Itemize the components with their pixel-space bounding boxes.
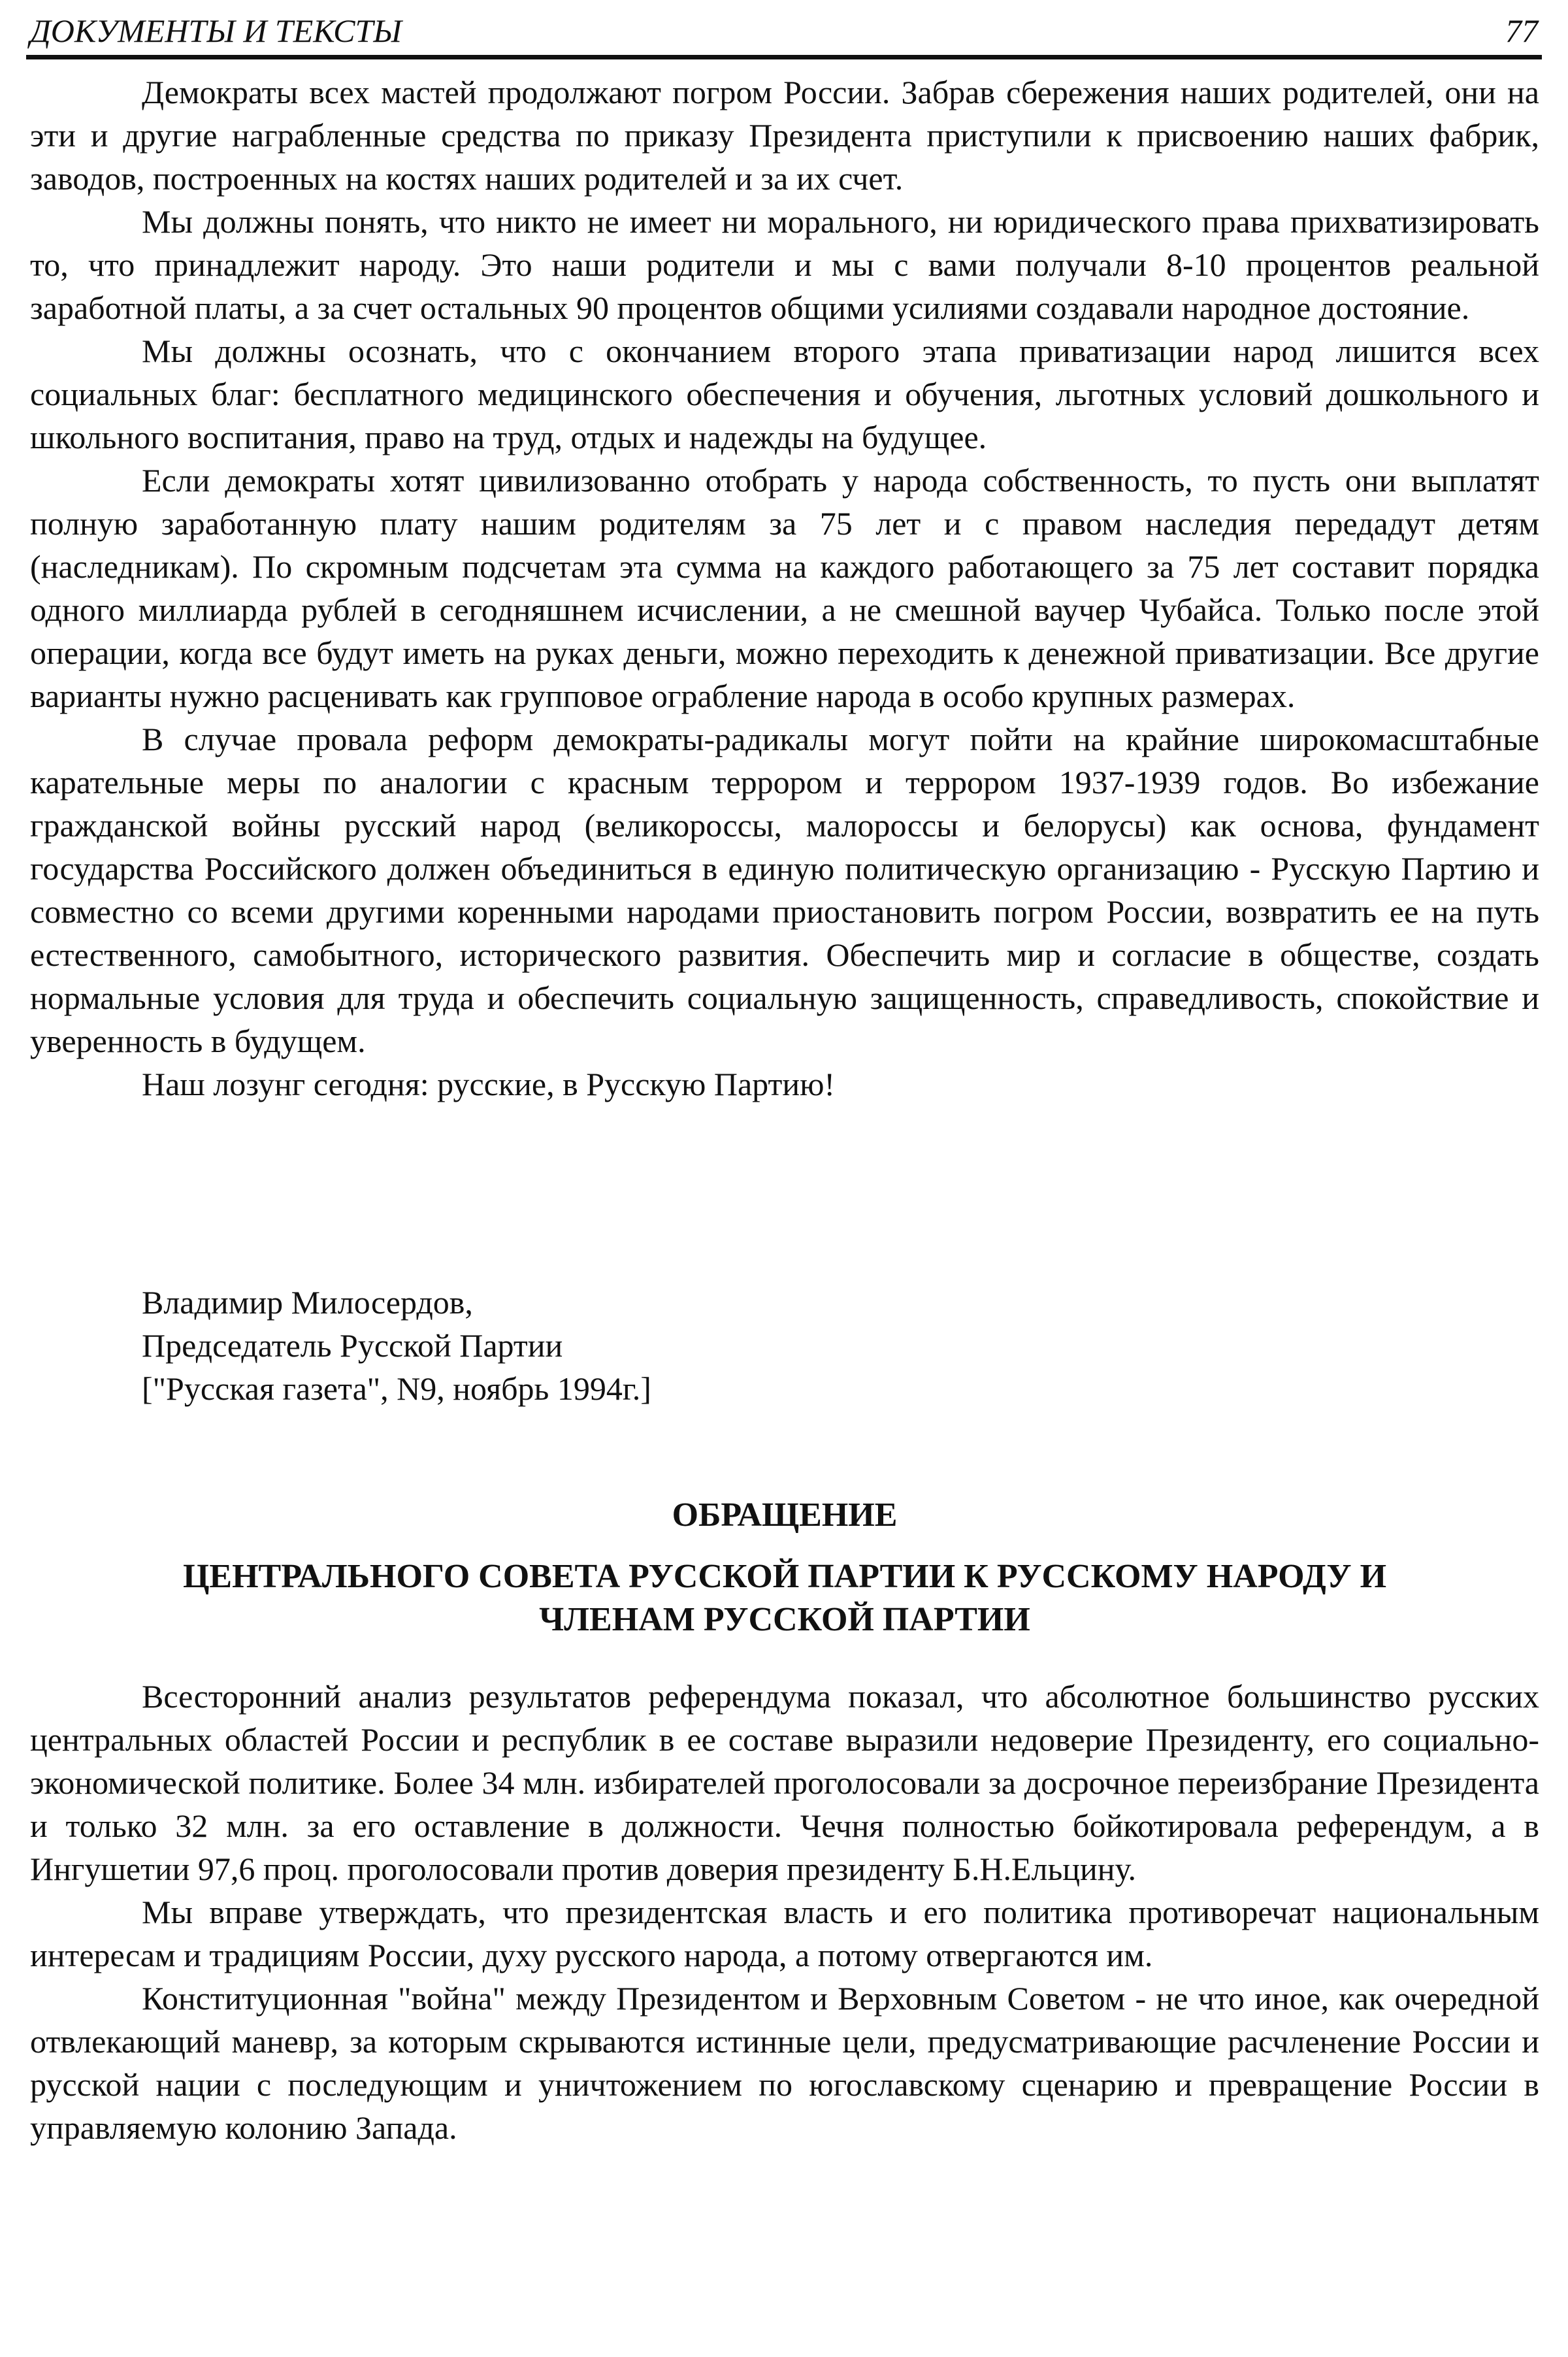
article2-subtitle-2: ЧЛЕНАМ РУССКОЙ ПАРТИИ — [539, 1601, 1030, 1638]
article1-body — [30, 71, 1539, 1106]
article2-body — [30, 1675, 1539, 2149]
running-header — [30, 8, 1538, 54]
paragraph: Если демократы хотят цивилизованно отобрать у народа собственность, то пусть они выплатят полную заработанную плату нашим родителям за 75 лет и с правом наследия передадут детям (наследникам). По скромным подсчетам эта сумма на каждого работающего за 75 лет составит порядка одного миллиарда рублей в сегодняшнем исчислении, а не смешной ваучер Чубайса. Только после этой операции, когда все будут иметь на руках деньги, можно переходить к денежной приватизации. Все другие варианты нужно расценивать как групповое ограбление народа в особо крупных размерах. — [30, 462, 1539, 714]
signature-block — [142, 1281, 651, 1410]
paragraph: Мы должны понять, что никто не имеет ни морального, ни юридического права прихватизировать то, что принадлежит народу. Это наши родители и мы с вами получали 8-10 процентов реальной заработной платы, а за счет остальных 90 процентов общими усилиями создавали народное достояние. — [30, 203, 1539, 326]
article2-title: ОБРАЩЕНИЕ — [672, 1496, 898, 1534]
paragraph: Демократы всех мастей продолжают погром России. Забрав сбережения наших родителей, они на эти и другие награбленные средства по приказу Президента приступили к присвоению наших фабрик, заводов, построенных на костях наших родителей и за их счет. — [30, 74, 1539, 197]
page-number: 77 — [1505, 12, 1538, 49]
paragraph: Мы должны осознать, что с окончанием второго этапа приватизации народ лишится всех социальных благ: бесплатного медицинского обеспечения и обучения, льготных условий дошкольного и школьного воспитания, право на труд, отдых и надежды на будущее. — [30, 333, 1539, 455]
paragraph: В случае провала реформ демократы-радикалы могут пойти на крайние широкомасштабные карательные меры по аналогии с красным террором и террором 1937-1939 годов. Во избежание гражданской войны русский народ (великороссы, малороссы и белорусы) как основа, фундамент государства Российского должен объединиться в единую политическую организацию - Русскую Партию и совместно со всеми другими коренными народами приостановить погром России, возвратить ее на путь естественного, самобытного, исторического развития. Обеспечить мир и согласие в обществе, создать нормальные условия для труда и обеспечить социальную защищенность, справедливость, спокойствие и уверенность в будущем. — [30, 721, 1539, 1059]
article2-subtitle-1: ЦЕНТРАЛЬНОГО СОВЕТА РУССКОЙ ПАРТИИ К РУССКОМУ НАРОДУ И — [182, 1558, 1387, 1595]
header-rule — [26, 55, 1542, 59]
author-position: Председатель Русской Партии — [142, 1327, 563, 1364]
source-citation: ["Русская газета", N9, ноябрь 1994г.] — [142, 1370, 651, 1407]
paragraph: Конституционная "война" между Президентом и Верховным Советом - не что иное, как очередной отвлекающий маневр, за которым скрываются истинные цели, предусматривающие расчленение России и русской нации с последующим и уничтожением по югославскому сценарию и превращение России в управляемую колонию Запада. — [30, 1980, 1539, 2146]
author-name: Владимир Милосердов, — [142, 1284, 473, 1321]
paragraph: Всесторонний анализ результатов референдума показал, что абсолютное большинство русских центральных областей России и республик в ее составе выразили недоверие Президенту, его социально-экономической политике. Более 34 млн. избирателей проголосовали за досрочное переизбрание Президента и только 32 млн. за его оставление в должности. Чечня полностью бойкотировала референдум, а в Ингушетии 97,6 проц. проголосовали против доверия президенту Б.Н.Ельцину. — [30, 1678, 1539, 1887]
section-title: ДОКУМЕНТЫ И ТЕКСТЫ — [30, 12, 402, 49]
paragraph: Мы вправе утверждать, что президентская власть и его политика противоречат национальным интересам и традициям России, духу русского народа, а потому отвергаются им. — [30, 1894, 1539, 1973]
slogan: Наш лозунг сегодня: русские, в Русскую Партию! — [142, 1066, 836, 1102]
